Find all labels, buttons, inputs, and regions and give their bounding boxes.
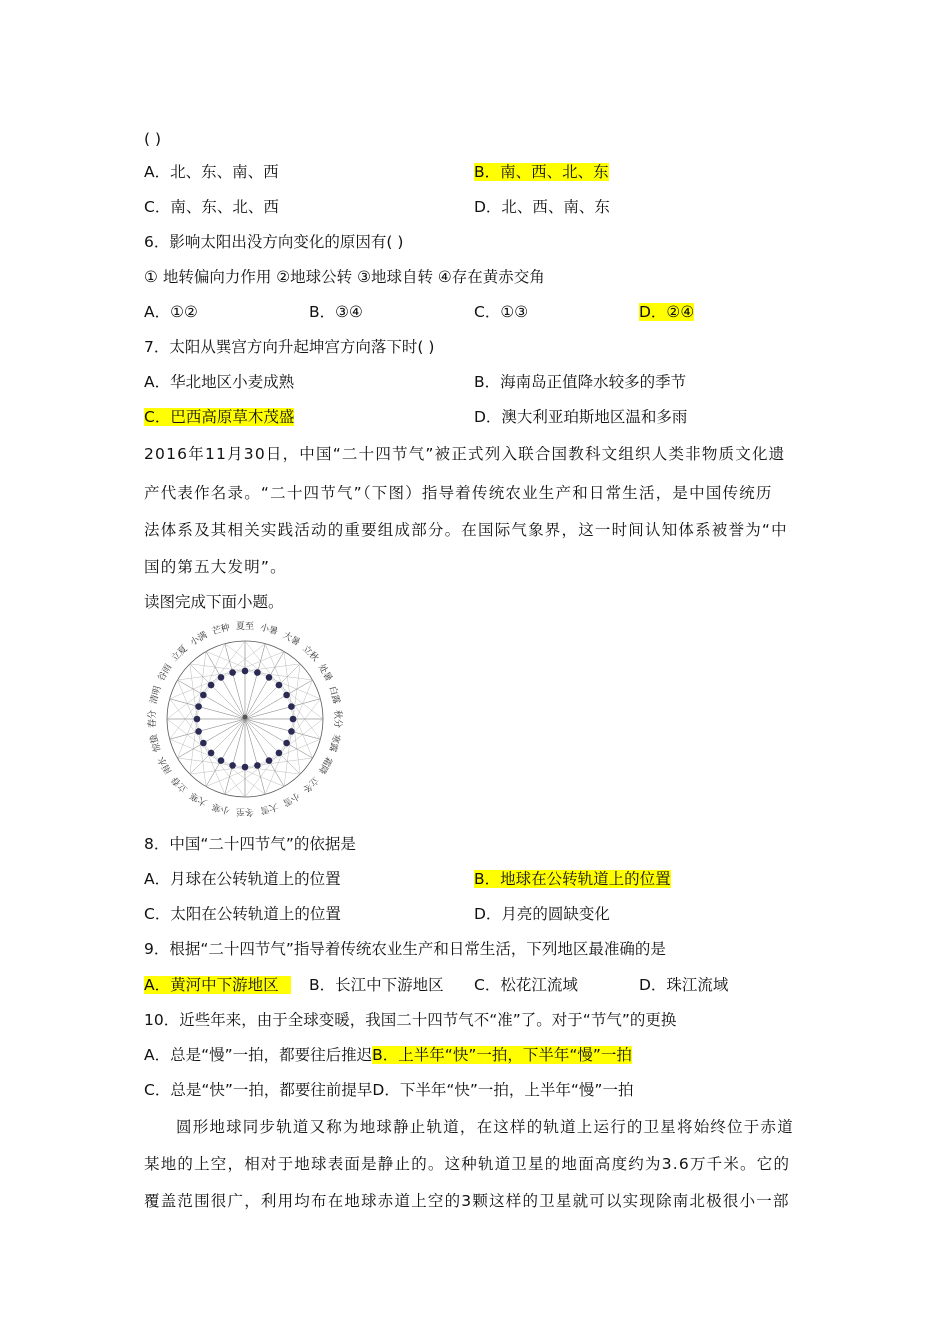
chord-line bbox=[190, 652, 206, 775]
earth-position-dot bbox=[254, 762, 261, 769]
earth-position-dot bbox=[195, 728, 202, 735]
q6-option-a: A．①② bbox=[144, 303, 198, 321]
q10-option-c: C．总是“快”一拍，都要往前提早 bbox=[144, 1081, 373, 1099]
earth-position-dot bbox=[194, 716, 201, 723]
passage-line-4: 国的第五大发明”。 bbox=[144, 558, 287, 576]
earth-position-dot bbox=[218, 757, 225, 764]
q7-stem: 7．太阳从巽宫方向升起坤宫方向落下时( ) bbox=[144, 338, 435, 356]
term-label: 立夏 bbox=[170, 644, 190, 664]
q5-option-d: D．北、西、南、东 bbox=[474, 198, 610, 216]
passage2-line-1: 圆形地球同步轨道又称为地球静止轨道，在这样的轨道上运行的卫星将始终位于赤道 bbox=[176, 1118, 794, 1136]
q8-option-c: C．太阳在公转轨道上的位置 bbox=[144, 905, 341, 923]
q10-option-a: A．总是“慢”一拍，都要往后推迟 bbox=[144, 1046, 373, 1064]
term-label: 立冬 bbox=[300, 774, 320, 794]
passage2-line-2: 某地的上空，相对于地球表面是静止的。这种轨道卫星的地面高度约为3.6万千米。它的 bbox=[144, 1155, 791, 1173]
q5-option-b: B．南、西、北、东 bbox=[474, 163, 609, 181]
earth-position-dot bbox=[276, 750, 283, 757]
term-label: 雨水 bbox=[156, 754, 175, 776]
earth-position-dot bbox=[283, 740, 290, 747]
q7-option-d: D．澳大利亚珀斯地区温和多雨 bbox=[474, 408, 688, 426]
q5-stem-tail: ( ) bbox=[144, 130, 162, 148]
earth-position-dot bbox=[208, 682, 215, 689]
chord-line bbox=[190, 664, 206, 787]
term-label: 大暑 bbox=[280, 630, 302, 649]
earth-position-dot bbox=[288, 728, 295, 735]
q5-option-a: A．北、东、南、西 bbox=[144, 163, 279, 181]
q8-option-d: D．月亮的圆缺变化 bbox=[474, 905, 610, 923]
earth-position-dot bbox=[208, 750, 215, 757]
chord-line bbox=[284, 664, 300, 787]
earth-position-dot bbox=[229, 669, 236, 676]
earth-position-dot bbox=[218, 674, 225, 681]
term-label: 秋分 bbox=[332, 709, 342, 729]
q10-stem: 10．近些年来，由于全球变暖，我国二十四节气不“准”了。对于“节气”的更换 bbox=[144, 1011, 677, 1029]
q5-option-c: C．南、东、北、西 bbox=[144, 198, 279, 216]
earth-position-dot bbox=[200, 740, 207, 747]
earth-position-dot bbox=[242, 764, 249, 771]
passage-line-3: 法体系及其相关实践活动的重要组成部分。在国际气象界，这一时间认知体系被誉为“中 bbox=[144, 521, 788, 539]
chord-line bbox=[178, 758, 301, 774]
sun-dot bbox=[243, 715, 248, 720]
chord-line bbox=[190, 664, 313, 680]
earth-position-dot bbox=[276, 682, 283, 689]
q9-option-c: C．松花江流域 bbox=[474, 976, 578, 994]
term-label: 谷雨 bbox=[156, 662, 175, 684]
passage-instruction: 读图完成下面小题。 bbox=[144, 593, 284, 611]
q9-option-b: B．长江中下游地区 bbox=[309, 976, 444, 994]
chord-line bbox=[284, 652, 300, 775]
q9-stem: 9．根据“二十四节气”指导着传统农业生产和日常生活，下列地区最准确的是 bbox=[144, 940, 666, 958]
q7-option-b: B．海南岛正值降水较多的季节 bbox=[474, 373, 687, 391]
term-label: 立春 bbox=[170, 774, 190, 794]
earth-position-dot bbox=[195, 703, 202, 710]
passage2-line-3: 覆盖范围很广，利用均布在地球赤道上空的3颗这样的卫星就可以实现除南北极很小一部 bbox=[144, 1192, 790, 1210]
term-label: 芒种 bbox=[211, 623, 232, 638]
q9-option-a: A．黄河中下游地区 bbox=[144, 976, 291, 994]
term-label: 小寒 bbox=[211, 800, 232, 815]
term-label: 惊蛰 bbox=[149, 732, 164, 753]
q10-option-d: D．下半年“快”一拍，上半年“慢”一拍 bbox=[372, 1081, 634, 1099]
earth-position-dot bbox=[288, 703, 295, 710]
term-label: 冬至 bbox=[235, 806, 255, 816]
earth-position-dot bbox=[242, 668, 249, 675]
term-label: 春分 bbox=[148, 709, 158, 729]
term-label: 清明 bbox=[149, 685, 164, 706]
chord-line bbox=[178, 664, 301, 680]
term-label: 白露 bbox=[326, 685, 341, 706]
q8-option-a: A．月球在公转轨道上的位置 bbox=[144, 870, 341, 888]
term-label: 大寒 bbox=[188, 789, 210, 808]
q10-option-b: B．上半年“快”一拍，下半年“慢”一拍 bbox=[372, 1046, 632, 1064]
term-label: 立秋 bbox=[300, 644, 320, 664]
earth-position-dot bbox=[266, 757, 273, 764]
earth-position-dot bbox=[200, 692, 207, 699]
q6-option-b: B．③④ bbox=[309, 303, 363, 321]
solar-terms-diagram bbox=[140, 614, 350, 824]
q9-option-d: D．珠江流域 bbox=[639, 976, 729, 994]
term-label: 夏至 bbox=[235, 622, 255, 632]
term-label: 处暑 bbox=[315, 662, 334, 684]
earth-position-dot bbox=[266, 674, 273, 681]
q6-option-d: D．②④ bbox=[639, 303, 695, 321]
term-label: 霜降 bbox=[315, 754, 334, 776]
earth-position-dot bbox=[283, 692, 290, 699]
q6-option-c: C．①③ bbox=[474, 303, 529, 321]
q7-option-a: A．华北地区小麦成熟 bbox=[144, 373, 295, 391]
chord-line bbox=[190, 758, 313, 774]
term-label: 大雪 bbox=[258, 800, 279, 815]
earth-position-dot bbox=[229, 762, 236, 769]
term-label: 寒露 bbox=[326, 732, 341, 753]
earth-position-dot bbox=[254, 669, 261, 676]
earth-position-dot bbox=[290, 716, 297, 723]
q6-stem: 6．影响太阳出没方向变化的原因有( ) bbox=[144, 233, 404, 251]
term-label: 小满 bbox=[188, 630, 210, 649]
q6-choices: ① 地转偏向力作用 ②地球公转 ③地球自转 ④存在黄赤交角 bbox=[144, 268, 545, 286]
q8-option-b: B．地球在公转轨道上的位置 bbox=[474, 870, 671, 888]
term-label: 小雪 bbox=[280, 789, 302, 808]
term-label: 小暑 bbox=[258, 623, 279, 638]
passage-line-1: 2016年11月30日，中国“二十四节气”被正式列入联合国教科文组织人类非物质文化遗 bbox=[144, 445, 786, 463]
q7-option-c: C．巴西高原草木茂盛 bbox=[144, 408, 295, 426]
q8-stem: 8．中国“二十四节气”的依据是 bbox=[144, 835, 356, 853]
passage-line-2: 产代表作名录。“二十四节气”（下图）指导着传统农业生产和日常生活，是中国传统历 bbox=[144, 484, 773, 502]
